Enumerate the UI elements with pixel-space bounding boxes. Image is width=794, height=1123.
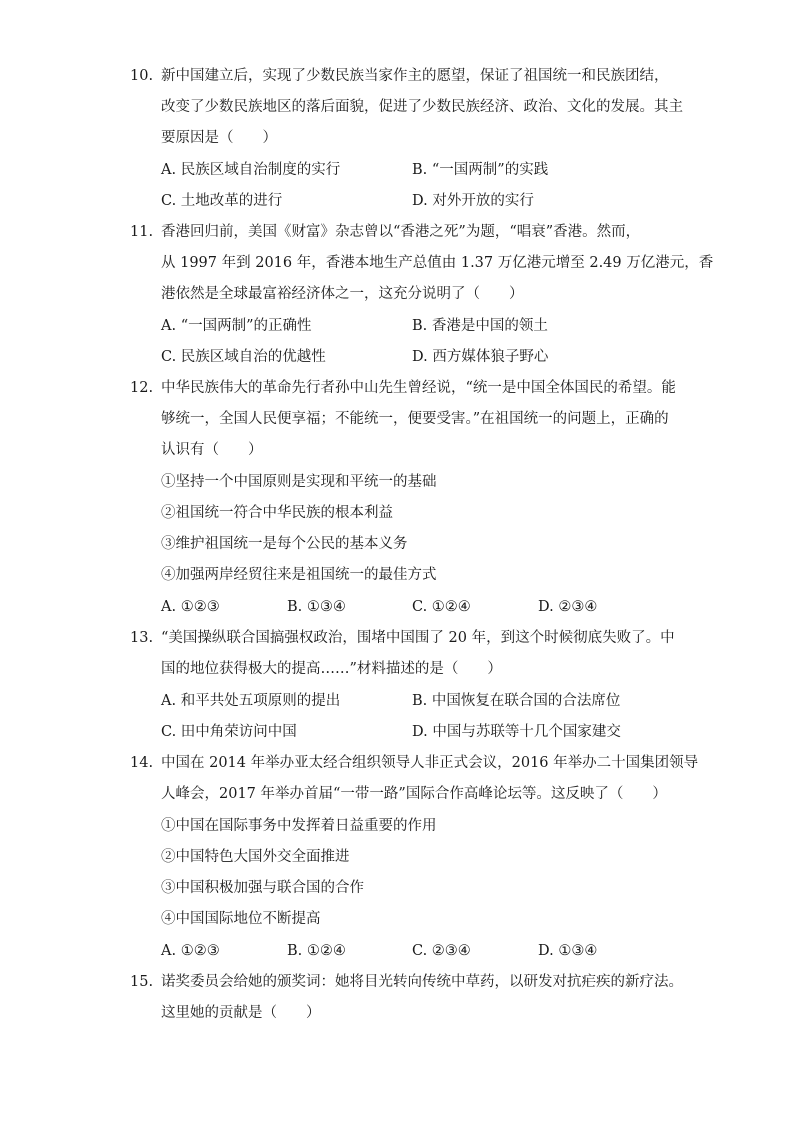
option-d[interactable]: D. 中国与苏联等十几个国家建交 <box>412 724 621 740</box>
question-text-line: 认识有（ ） <box>161 442 263 458</box>
question-text-line: 港依然是全球最富裕经济体之一，这充分说明了（ ） <box>161 286 524 302</box>
question-text-line: 新中国建立后，实现了少数民族当家作主的愿望，保证了祖国统一和民族团结， <box>161 68 669 84</box>
option-a[interactable]: A. ①②③ <box>161 943 220 959</box>
option-d[interactable]: D. ①③④ <box>538 943 598 959</box>
question-text-line: 香港回归前，美国《财富》杂志曾以“香港之死”为题，“唱衰”香港。然而， <box>161 224 641 240</box>
statement-3: ③维护祖国统一是每个公民的基本义务 <box>161 536 408 552</box>
question-text-line: 诺奖委员会给她的颁奖词：她将目光转向传统中草药，以研发对抗疟疾的新疗法。 <box>161 974 683 990</box>
option-b[interactable]: B. “一国两制”的实践 <box>412 162 549 178</box>
statement-1: ①坚持一个中国原则是实现和平统一的基础 <box>161 474 437 490</box>
option-c[interactable]: C. 田中角荣访问中国 <box>161 724 297 740</box>
question-text-line: 这里她的贡献是（ ） <box>161 1005 321 1021</box>
question-text-line: 要原因是（ ） <box>161 130 277 146</box>
option-a[interactable]: A. ①②③ <box>161 599 220 615</box>
question-text-line: 从 1997 年到 2016 年，香港本地生产总值由 1.37 万亿港元增至 2.49 万亿港元，香 <box>161 255 714 271</box>
option-a[interactable]: A. 和平共处五项原则的提出 <box>161 693 341 709</box>
question-text-line: 国的地位获得极大的提高……”材料描述的是（ ） <box>161 661 502 677</box>
statement-3: ③中国积极加强与联合国的合作 <box>161 880 364 896</box>
question-number: 13. <box>130 630 154 646</box>
option-b[interactable]: B. 中国恢复在联合国的合法席位 <box>412 693 621 709</box>
option-b[interactable]: B. ①③④ <box>287 599 346 615</box>
question-number: 12. <box>130 380 154 396</box>
question-text-line: 够统一，全国人民便享福；不能统一，便要受害。”在祖国统一的问题上，正确的 <box>161 411 669 427</box>
question-text-line: 改变了少数民族地区的落后面貌，促进了少数民族经济、政治、文化的发展。其主 <box>161 99 683 115</box>
statement-2: ②祖国统一符合中华民族的根本利益 <box>161 505 393 521</box>
option-d[interactable]: D. 西方媒体狼子野心 <box>412 349 549 365</box>
option-c[interactable]: C. 民族区域自治的优越性 <box>161 349 326 365</box>
question-number: 14. <box>130 755 154 771</box>
option-c[interactable]: C. ②③④ <box>412 943 471 959</box>
option-c[interactable]: C. ①②④ <box>412 599 471 615</box>
statement-2: ②中国特色大国外交全面推进 <box>161 849 350 865</box>
option-d[interactable]: D. ②③④ <box>538 599 598 615</box>
question-text-line: “美国操纵联合国搞强权政治，围堵中国围了 20 年，到这个时候彻底失败了。中 <box>161 630 675 646</box>
statement-4: ④加强两岸经贸往来是祖国统一的最佳方式 <box>161 567 437 583</box>
question-number: 11. <box>130 224 154 240</box>
option-b[interactable]: B. 香港是中国的领土 <box>412 318 548 334</box>
statement-1: ①中国在国际事务中发挥着日益重要的作用 <box>161 818 437 834</box>
option-d[interactable]: D. 对外开放的实行 <box>412 193 534 209</box>
option-a[interactable]: A. “一国两制”的正确性 <box>161 318 312 334</box>
option-c[interactable]: C. 土地改革的进行 <box>161 193 283 209</box>
option-a[interactable]: A. 民族区域自治制度的实行 <box>161 162 341 178</box>
question-text-line: 中国在 2014 年举办亚太经合组织领导人非正式会议，2016 年举办二十国集团领导 <box>161 755 699 771</box>
question-number: 15. <box>130 974 154 990</box>
question-number: 10. <box>130 68 154 84</box>
question-text-line: 中华民族伟大的革命先行者孙中山先生曾经说，“统一是中国全体国民的希望。能 <box>161 380 676 396</box>
option-b[interactable]: B. ①②④ <box>287 943 346 959</box>
question-text-line: 人峰会，2017 年举办首届“一带一路”国际合作高峰论坛等。这反映了（ ） <box>161 786 667 802</box>
statement-4: ④中国国际地位不断提高 <box>161 911 321 927</box>
